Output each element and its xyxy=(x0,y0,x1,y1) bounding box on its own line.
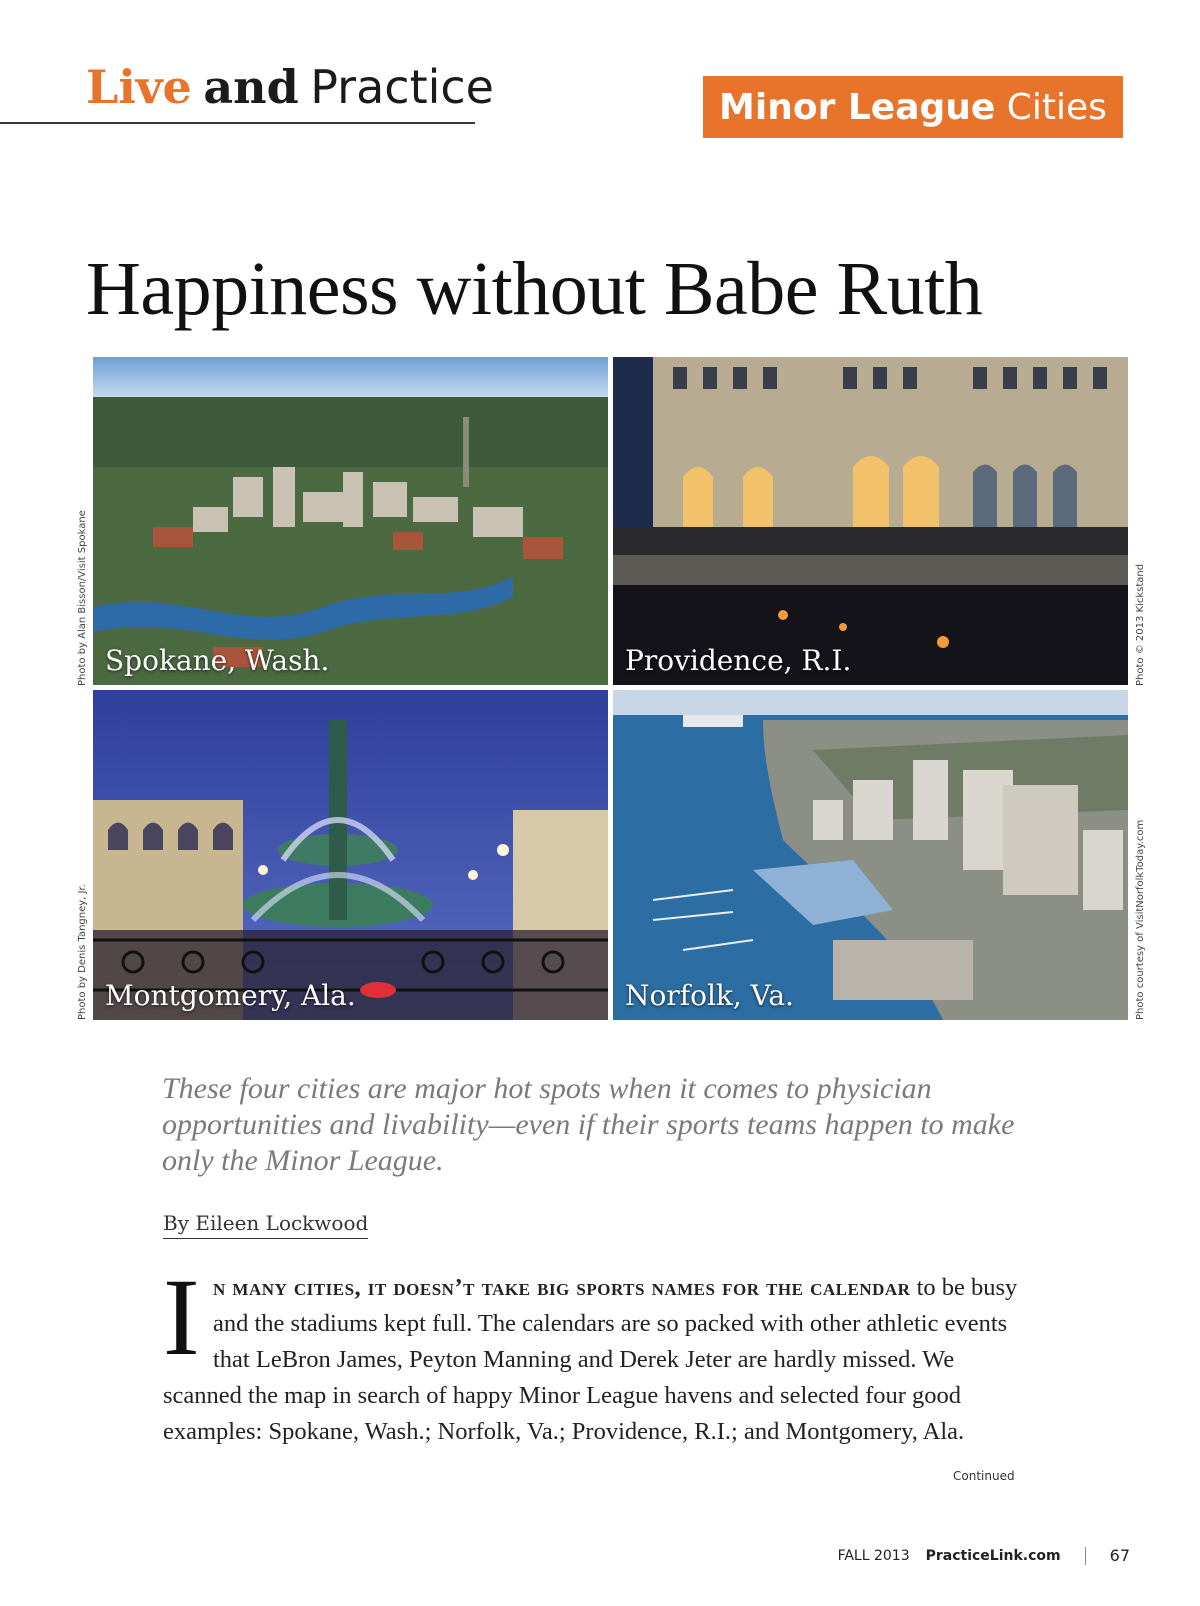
montgomery-fountain-image xyxy=(93,690,608,1020)
series-badge xyxy=(703,76,1123,138)
series-badge-light: Cities xyxy=(1006,86,1107,128)
photo-credit-spokane: Photo by Alan Bisson/Visit Spokane xyxy=(77,510,88,686)
section-heading-word-and: and xyxy=(203,60,299,114)
body-paragraph: to be busy and the stadiums kept full. The calendars are so packed with other athletic events that LeBron James, Peyton Manning and Derek Jeter are hardly missed. We scanned the map in search of happy Minor League havens and selected four good examples: Spokane, Wash.; Norfolk, Va.; Providence, R.I.; and Montgomery, Ala. xyxy=(163,1274,1018,1445)
footer-site-link[interactable]: PracticeLink.com xyxy=(925,1547,1061,1564)
photo-credit-montgomery: Photo by Denis Tangney, Jr. xyxy=(77,884,88,1020)
body-lead-in: n many cities, it doesn’t take big sports names for the calendar xyxy=(213,1274,911,1301)
byline: By Eileen Lockwood xyxy=(163,1211,368,1239)
photo-spokane xyxy=(93,357,608,685)
caption-providence: Providence, R.I. xyxy=(625,644,852,677)
photo-norfolk xyxy=(613,690,1128,1020)
photo-montgomery xyxy=(93,690,608,1020)
page-number: 67 xyxy=(1109,1546,1130,1565)
footer-divider xyxy=(1085,1547,1086,1565)
section-heading xyxy=(86,60,494,114)
caption-spokane: Spokane, Wash. xyxy=(105,644,330,677)
section-heading-word-live: Live xyxy=(86,60,192,114)
page-footer xyxy=(838,1546,1130,1565)
article-deck: These four cities are major hot spots when it comes to physician opportunities and livability—even if their sports teams happen to make only the Minor League. xyxy=(162,1072,1015,1177)
photo-providence xyxy=(613,357,1128,685)
photo-credit-providence: Photo © 2013 Kickstand xyxy=(1135,563,1146,686)
footer-season: FALL 2013 xyxy=(837,1547,910,1564)
spokane-aerial-image xyxy=(93,357,608,685)
providence-riverfront-image xyxy=(613,357,1128,685)
caption-norfolk: Norfolk, Va. xyxy=(625,979,794,1012)
norfolk-aerial-image xyxy=(613,690,1128,1020)
photo-credit-norfolk: Photo courtesy of VisitNorfolkToday.com xyxy=(1135,819,1146,1020)
article-body xyxy=(163,1270,1018,1450)
drop-cap: I xyxy=(163,1256,200,1378)
series-badge-bold: Minor League xyxy=(719,86,996,128)
article-title: Happiness without Babe Ruth xyxy=(86,247,983,331)
section-heading-word-practice: Practice xyxy=(310,60,494,114)
section-rule xyxy=(0,122,475,124)
continued-label: Continued xyxy=(953,1469,1015,1483)
caption-montgomery: Montgomery, Ala. xyxy=(105,979,356,1012)
